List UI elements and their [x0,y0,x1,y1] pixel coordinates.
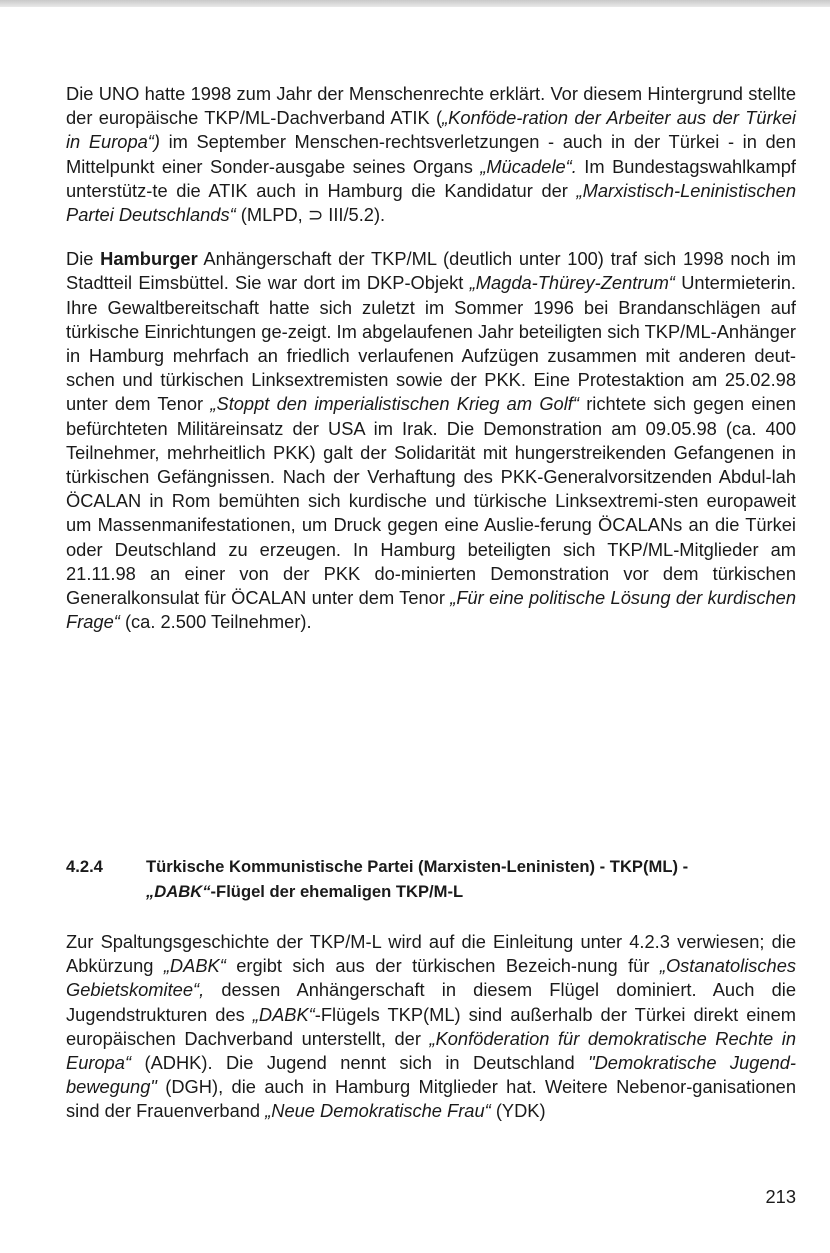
italic-text: „Mücadele“. [480,155,577,177]
text-run: III/5.2). [323,204,386,226]
text-run: -Flügel der ehemaligen TKP/M-L [210,882,464,901]
section-heading [66,854,796,904]
page-number: 213 [765,1186,796,1207]
text-run: -Flügels TKP(ML) sind außerhalb der Türkei direkt einem europäischen Dachverband unterstellt, der [66,1003,796,1049]
text-run: Untermieterin. Ihre Gewaltbereitschaft hatte sich zuletzt im Sommer 1996 bei Brandanschlägen auf türkische Einrichtungen ge-zeigt. Im abgelaufenen Jahr beteiligten sich TKP/ML-Anhänger in Hamburg mehrfach an friedlich verlaufenen Aufzügen zusammen mit anderen deut-schen und türkischen Linksextremisten sowie der PKK. Eine Protestaktion am 25.02.98 unter dem Tenor [66,272,796,415]
section-title-line-2 [66,879,796,904]
paragraph-3 [66,930,796,1124]
paragraph-2 [66,247,796,634]
italic-text: „Stoppt den imperialistischen Krieg am Golf“ [210,393,579,415]
text-run: ergibt sich aus der türkischen Bezeich-nung für [225,955,660,977]
body-text-section [66,930,796,1124]
section-number: 4.2.4 [66,857,103,876]
paragraph-1 [66,82,796,227]
text-run: Die UNO hatte 1998 zum Jahr der Menschenrechte erklärt. Vor diesem Hintergrund stellte der europäische TKP/ML-Dachverband ATIK ( [66,83,796,129]
italic-text: „Magda-Thürey-Zentrum“ [469,272,675,294]
italic-text: „Marxistisch-Leninistischen Partei Deutschlands“ [66,179,796,226]
text-run: (MLPD, [235,204,308,226]
italic-text: „Für eine politische Lösung der kurdischen Frage“ [66,587,796,633]
bold-text: Hamburger [100,248,198,270]
text-run: Die [66,248,101,270]
text-run: im September Menschen-rechtsverletzungen - auch in der Türkei - in den Mittelpunkt einer Sonder-ausgabe seines Organs [66,131,796,177]
text-run: Zur Spaltungsgeschichte der TKP/M-L wird auf die Einleitung unter 4.2.3 verwiesen; die Abkürzung [66,931,796,977]
text-run: Im Bundestagswahlkampf unterstütz-te die ATIK auch in Hamburg die Kandidatur der [66,155,797,201]
italic-text: „DABK“ [252,1003,315,1025]
italic-text: „DABK“ [146,882,211,901]
italic-text: „Ostanatolisches Gebietskomitee“, [66,955,797,1001]
italic-text: "Demokratische Jugend-bewegung" [66,1052,796,1098]
italic-text: „Konföde-ration der Arbeiter aus der Türkei in Europa“) [66,107,796,153]
page-top-edge [0,0,830,7]
text-run: (YDK) [490,1100,546,1122]
cross-reference-arrow-icon: ⊃ [307,204,324,226]
section-title-line-1: Türkische Kommunistische Partei (Marxisten-Leninisten) - TKP(ML) - [146,857,689,876]
text-run: (DGH), die auch in Hamburg Mitglieder hat. Weitere Nebenor-ganisationen sind der Frauenverband [66,1076,796,1122]
italic-text: „DABK“ [163,955,226,977]
body-text [66,82,796,634]
italic-text: „Konföderation für demokratische Rechte in Europa“ [66,1027,796,1074]
text-run: (ADHK). Die Jugend nennt sich in Deutschland [131,1052,589,1074]
text-run: Anhängerschaft der TKP/ML (deutlich unter 100) traf sich 1998 noch im Stadtteil Eimsbüttel. Sie war dort im DKP-Objekt [66,248,796,294]
italic-text: „Neue Demokratische Frau“ [265,1100,491,1122]
text-run: richtete sich gegen einen befürchteten Militäreinsatz der USA im Irak. Die Demonstration am 09.05.98 (ca. 400 Teilnehmer, mehrheitlich PKK) galt der Solidarität mit hungerstreikenden Gefangenen in türkischen Gefängnissen. Nach der Verhaftung des PKK-Generalvorsitzenden Abdul-lah ÖCALAN in Rom bemühten sich kurdische und türkische Linksextremi-sten europaweit um Massenmanifestationen, um Druck gegen eine Auslie-ferung ÖCALANs an die Türkei oder Deutschland zu erzeugen. In Hamburg beteiligten sich TKP/ML-Mitglieder am 21.11.98 an einer von der PKK do-minierten Demonstration vor dem türkischen Generalkonsulat für ÖCALAN unter dem Tenor [66,393,797,609]
text-run: (ca. 2.500 Teilnehmer). [119,611,312,633]
text-run: dessen Anhängerschaft in diesem Flügel dominiert. Auch die Jugendstrukturen des [66,979,796,1025]
